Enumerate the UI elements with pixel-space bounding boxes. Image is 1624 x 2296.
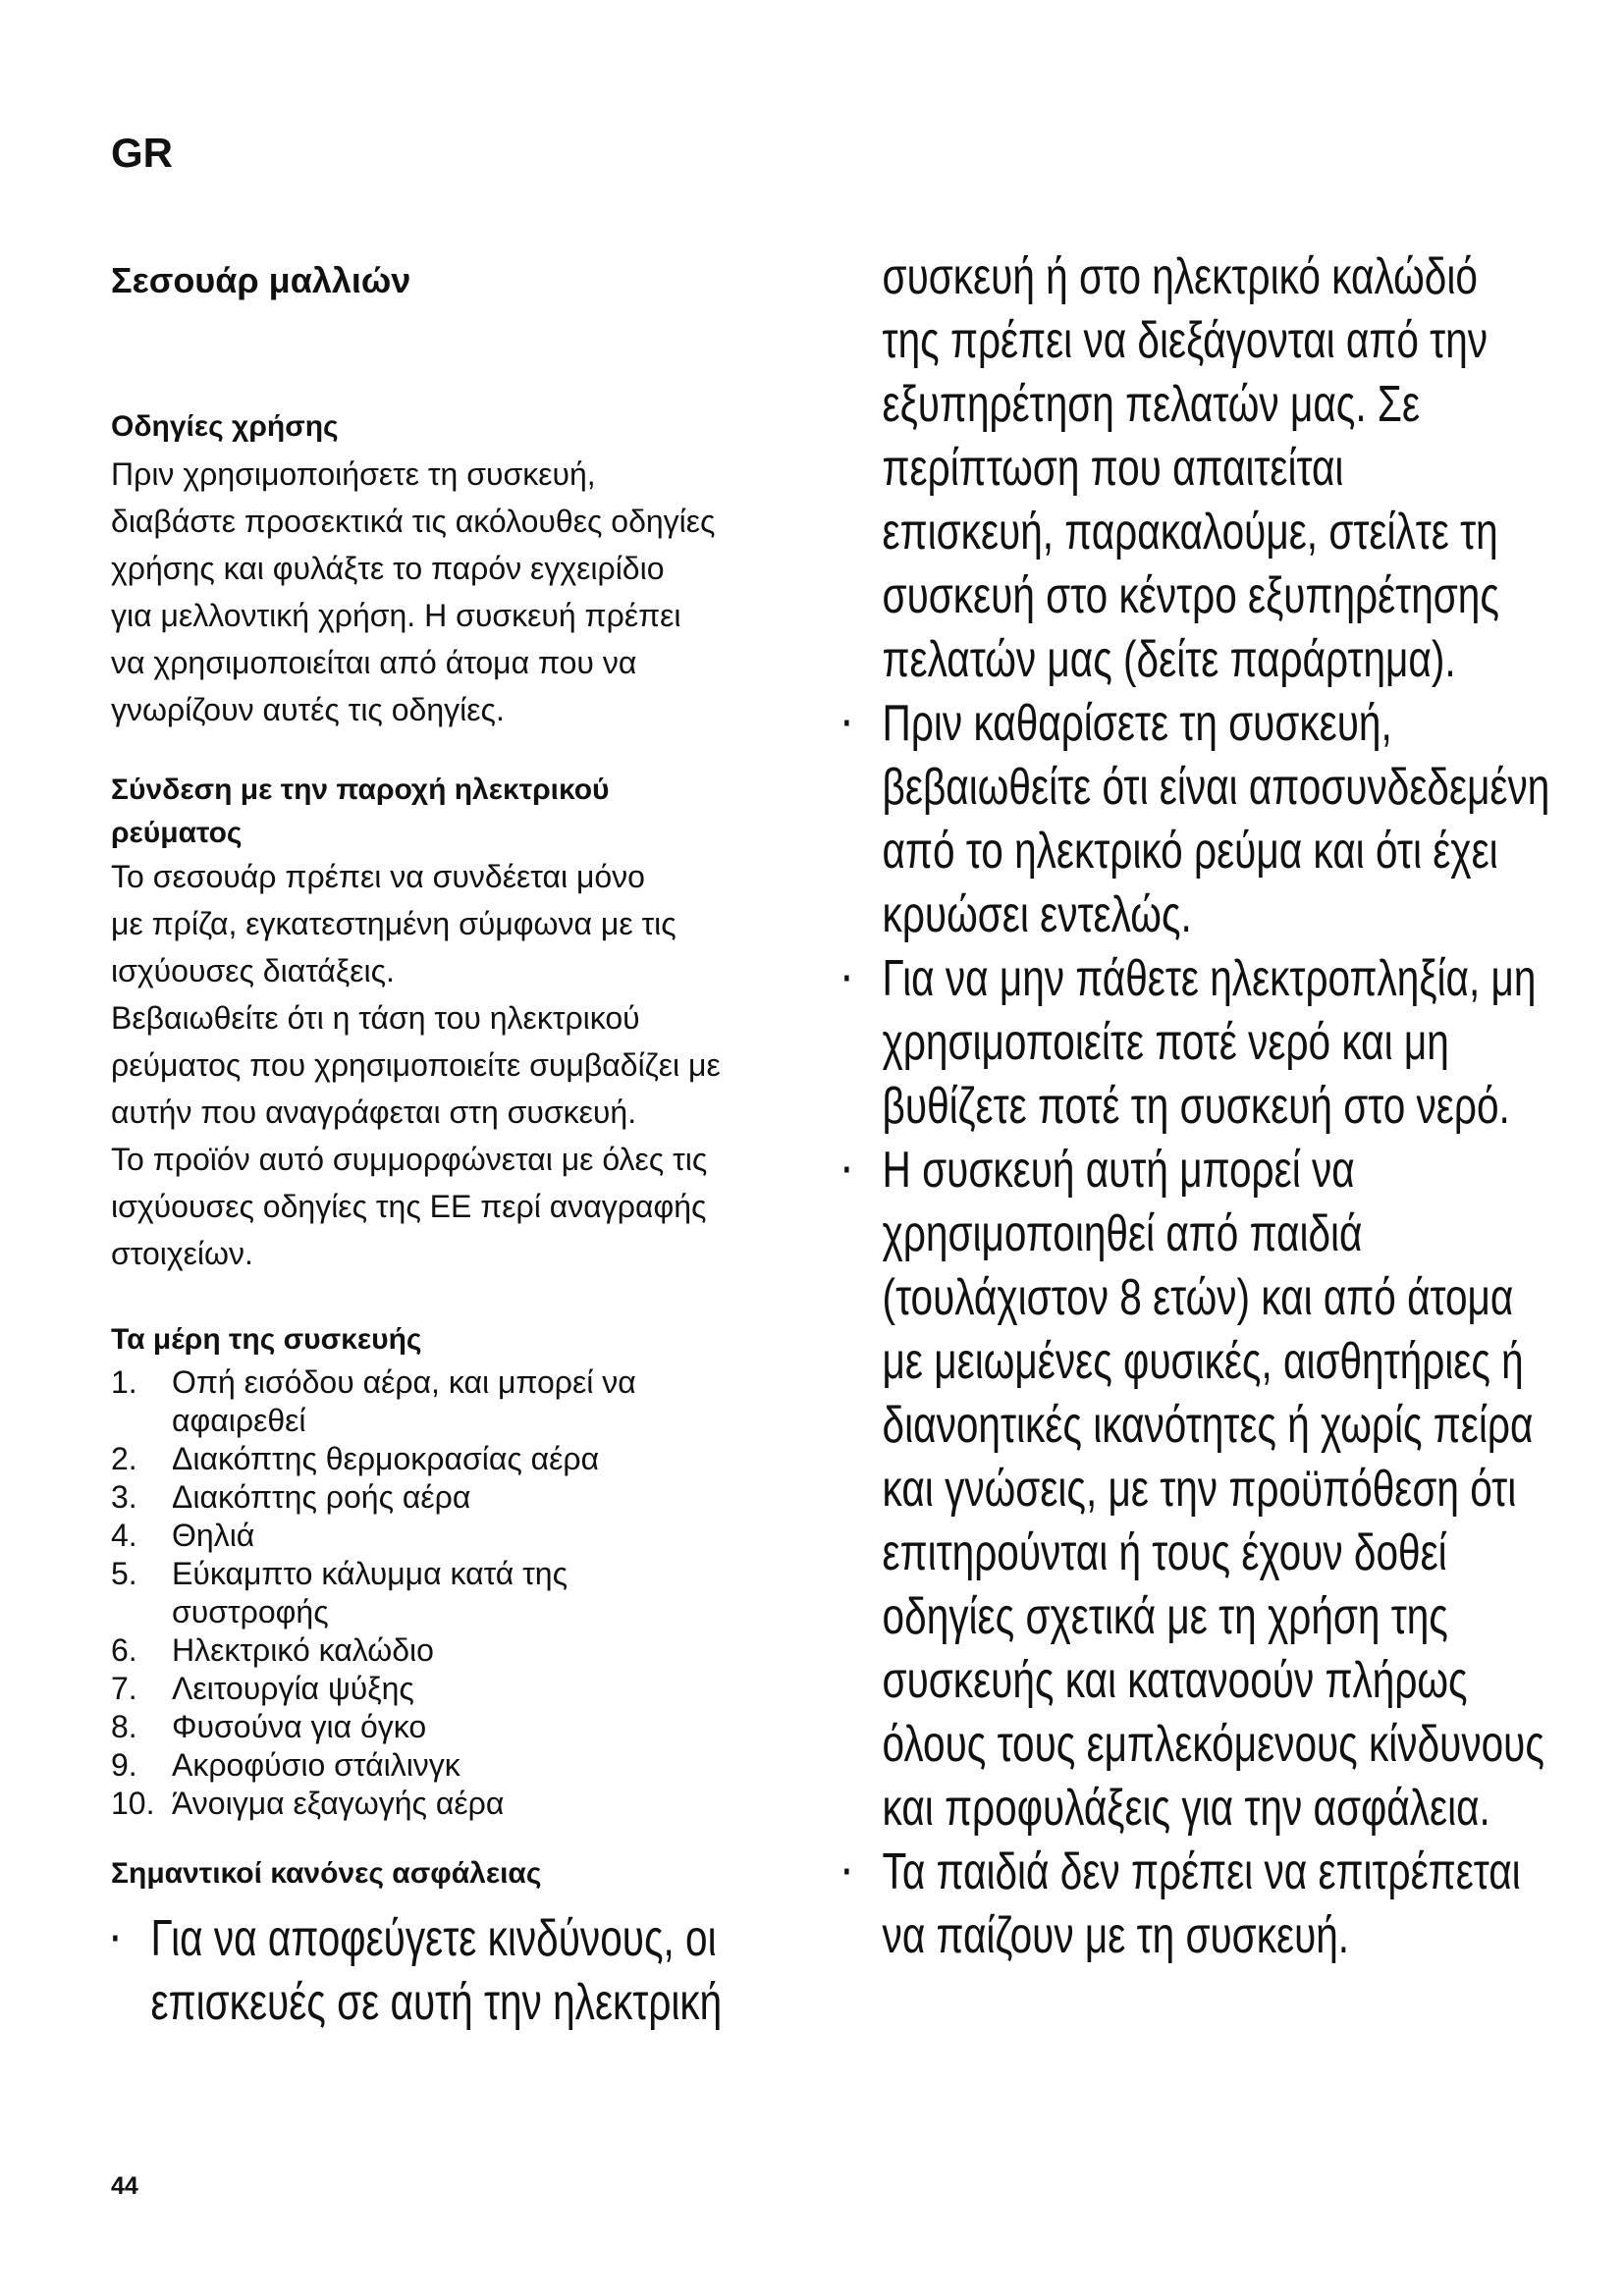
list-item (111, 1631, 798, 1670)
item-text: Λειτουργία ψύξης (172, 1671, 414, 1707)
safety-list-right (842, 692, 1550, 1968)
item-number: 6. (111, 1632, 137, 1669)
bullet-text: Η συσκευή αυτή μπορεί να χρησιμοποιηθεί από παιδιά (τουλάχιστον 8 ετών) και από άτομα με μειωμένες φυσικές, αισθητήριες ή διανοητικές ικανότητες ή χωρίς πείρα και γνώσεις, με την προϋπόθεση ότι επιτηρούνται ή τους έχουν δοθεί οδηγίες σχετικά με τη χρήση της συσκευής και κατανοούν πλήρως όλους τους εμπλεκόμενους κίνδυνους και προφυλάξεις για την ασφάλεια. (882, 1142, 1544, 1837)
item-number: 9. (111, 1747, 137, 1784)
item-number: 7. (111, 1671, 137, 1707)
instructions-section (111, 403, 798, 733)
item-text: Ηλεκτρικό καλώδιο (172, 1632, 434, 1669)
instructions-line: να χρησιμοποιείται από άτομα που να (111, 645, 637, 681)
instructions-line: γνωρίζουν αυτές τις οδηγίες. (111, 692, 505, 728)
item-text: Εύκαμπτο κάλυμμα κατά της (172, 1556, 568, 1592)
item-text: Φυσούνα για όγκο (172, 1709, 427, 1745)
connection-line: ισχύουσες διατάξεις. (111, 953, 395, 989)
item-number: 5. (111, 1556, 137, 1592)
item-number: 1. (111, 1364, 137, 1401)
bullet-text: Τα παιδιά δεν πρέπει να επιτρέπεται να παίζουν με τη συσκευή. (882, 1843, 1521, 1964)
item-number: 8. (111, 1709, 137, 1745)
item-number: 3. (111, 1479, 137, 1516)
list-item (111, 1440, 798, 1478)
item-text-cont: συστροφής (172, 1594, 329, 1630)
bullet-text: Πριν καθαρίσετε τη συσκευή, βεβαιωθείτε ότι είναι αποσυνδεδεμένη από το ηλεκτρικό ρεύμα και ότι έχει κρυώσει εντελώς. (882, 695, 1550, 943)
list-item (111, 1517, 798, 1555)
list-item (111, 1746, 798, 1785)
item-text-cont: αφαιρεθεί (172, 1403, 306, 1439)
connection-line: Το σεσουάρ πρέπει να συνδέεται μόνο (111, 859, 645, 895)
bullet-icon: · (111, 1917, 122, 1961)
list-item (842, 947, 1552, 1139)
list-item (111, 1907, 821, 2035)
list-item (111, 1708, 798, 1746)
instructions-line: για μελλοντική χρήση. Η συσκευή πρέπει (111, 598, 681, 634)
right-column (842, 245, 1550, 1968)
connection-heading: Σύνδεση με την παροχή ηλεκτρικού (111, 774, 610, 807)
item-number: 2. (111, 1441, 137, 1477)
instructions-heading: Οδηγίες χρήσης (111, 410, 339, 444)
connection-line: Το προϊόν αυτό συμμορφώνεται με όλες τις (111, 1142, 708, 1178)
connection-line: με πρίζα, εγκατεστημένη σύμφωνα με τις (111, 906, 677, 942)
item-text: Διακόπτης ροής αέρα (172, 1479, 471, 1516)
left-column (111, 245, 798, 2035)
item-text: Άνοιγμα εξαγωγής αέρα (172, 1786, 505, 1822)
connection-line: ρεύματος που χρησιμοποιείτε συμβαδίζει με (111, 1047, 721, 1084)
item-number: 10. (111, 1786, 155, 1822)
bullet-text: Για να μην πάθετε ηλεκτροπληξία, μη χρησιμοποιείτε ποτέ νερό και μη βυθίζετε ποτέ τη συσκευή στο νερό. (882, 950, 1537, 1135)
connection-section (111, 767, 798, 1277)
parts-section (111, 1316, 798, 1823)
parts-heading: Τα μέρη της συσκευής (111, 1323, 422, 1357)
connection-line: ισχύουσες οδηγίες της ΕΕ περί αναγραφής (111, 1189, 707, 1225)
page-number: 44 (111, 2172, 138, 2200)
list-item (111, 1555, 798, 1631)
bullet-icon: · (842, 1148, 853, 1192)
safety-heading: Σημαντικοί κανόνες ασφάλειας (111, 1857, 542, 1891)
connection-line: Βεβαιωθείτε ότι η τάση του ηλεκτρικού (111, 1000, 640, 1037)
list-item (111, 1670, 798, 1708)
instructions-line: Πριν χρησιμοποιήσετε τη συσκευή, (111, 456, 596, 493)
list-item (111, 1363, 798, 1440)
bullet-text: Για να αποφεύγετε κινδύνους, οι επισκευές σε αυτή την ηλεκτρική (150, 1910, 723, 2032)
connection-heading-cont: ρεύματος (111, 817, 243, 850)
item-text: Οπή εισόδου αέρα, και μπορεί να (172, 1364, 636, 1401)
item-number: 4. (111, 1518, 137, 1554)
document-title: Σεσουάρ μαλλιών (111, 260, 411, 300)
item-text: Ακροφύσιο στάιλινγκ (172, 1747, 460, 1784)
item-text: Διακόπτης θερμοκρασίας αέρα (172, 1441, 600, 1477)
list-item (842, 1139, 1552, 1841)
list-item (842, 1841, 1552, 1968)
list-item (842, 692, 1552, 947)
safety-list-left (111, 1907, 798, 2035)
parts-list (111, 1363, 798, 1823)
safety-section (111, 1850, 798, 2035)
instructions-line: διαβάστε προσεκτικά τις ακόλουθες οδηγίες (111, 504, 716, 540)
connection-line: στοιχείων. (111, 1236, 253, 1272)
language-code: GR (111, 130, 173, 176)
instructions-line: χρήσης και φυλάξτε το παρόν εγχειρίδιο (111, 551, 665, 587)
list-item (111, 1785, 798, 1823)
bullet-icon: · (842, 957, 853, 1000)
bullet-icon: · (842, 1850, 853, 1894)
bullet-icon: · (842, 702, 853, 745)
bullet-text-continued: συσκευή ή στο ηλεκτρικό καλώδιό της πρέπει να διεξάγονται από την εξυπηρέτηση πελατών μας. Σε περίπτωση που απαιτείται επισκευή, παρακαλούμε, στείλτε τη συσκευή στο κέντρο εξυπηρέτησης πελατών μας (δείτε παράρτημα). (882, 248, 1499, 688)
connection-line: αυτήν που αναγράφεται στη συσκευή. (111, 1095, 637, 1131)
list-item (111, 1478, 798, 1517)
item-text: Θηλιά (172, 1518, 255, 1554)
